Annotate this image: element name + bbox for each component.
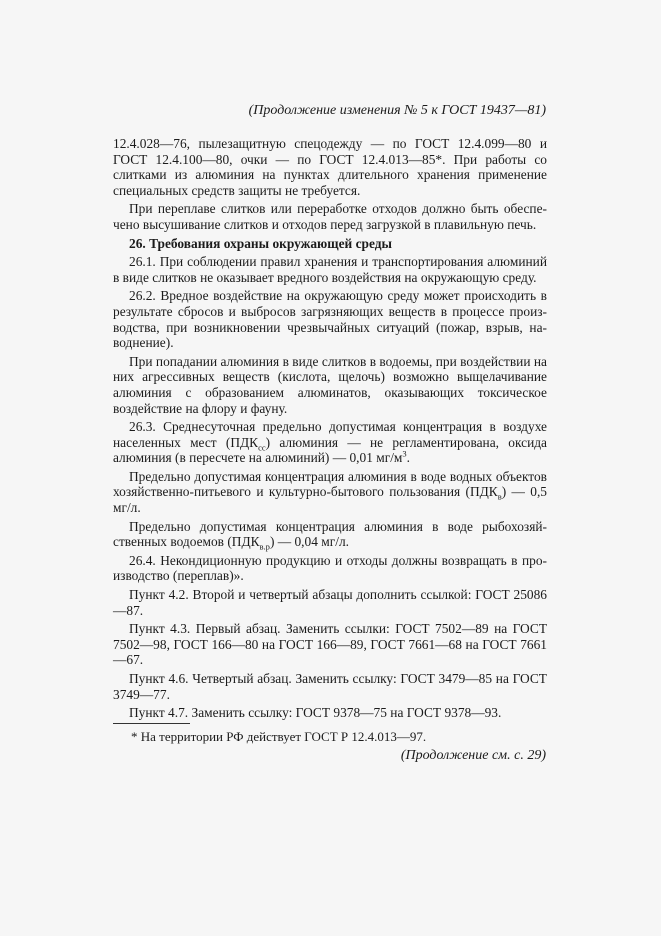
footnote-divider: [113, 723, 190, 724]
paragraph: [113, 519, 547, 550]
paragraph: 12.4.028—76, пылезащитную спецодежду — по ГОСТ 12.4.099—80 и ГОСТ 12.4.100—80, очки — по ГОСТ 12.4.013—85*. При работы со слитками из алюминия на пунктах длительного хранения применение специальных средств защиты не требуется.: [113, 136, 547, 198]
paragraph: При переплаве слитков или переработке отходов должно быть обеспечено высушивание слитков и отходов перед загрузкой в плавильную печь.: [113, 201, 547, 232]
text: ) — 0,5 мг/л.: [113, 484, 547, 516]
text: ) алюминия — не регламентирована, оксида алюминия (в пересчете на алюминий) — 0,01 мг/м: [113, 434, 547, 466]
text: Предельно допустимая концентрация алюминия в воде рыбохозяйственных водоемов (ПДК: [113, 518, 547, 550]
footnote: * На территории РФ действует ГОСТ Р 12.4.013—97.: [131, 729, 427, 744]
superscript: 3: [402, 448, 407, 459]
paragraph: 26.2. Вредное воздействие на окружающую среду может происходить в результате сбросов и выбросов загрязняющих веществ в процессе производства, при возникновении чрезвычайных ситуаций (пожар, взрыв, наводнение).: [113, 288, 547, 351]
text: Предельно допустимая концентрация алюминия в воде водных объектов хозяйственно-питьевого и культурно-бытового пользования (ПДК: [113, 468, 547, 500]
paragraph: Пункт 4.6. Четвертый абзац. Заменить ссылку: ГОСТ 3479—85 на ГОСТ 3749—77.: [113, 671, 547, 702]
paragraph: [113, 419, 547, 466]
continuation-note: (Продолжение см. с. 29): [400, 748, 546, 763]
paragraph: Пункт 4.2. Второй и четвертый абзацы дополнить ссылкой: ГОСТ 25086—87.: [113, 587, 547, 618]
document-body: [113, 136, 547, 724]
paragraph: [113, 469, 547, 516]
paragraph: Пункт 4.7. Заменить ссылку: ГОСТ 9378—75 на ГОСТ 9378—93.: [129, 705, 502, 721]
text: 26.3. Среднесуточная предельно допустимая концентрация в воздухе населенных мест (ПДК: [113, 419, 547, 450]
paragraph: 26.4. Некондиционную продукцию и отходы должны возвращать в производство (переплав)».: [113, 552, 547, 584]
section-heading: 26. Требования охраны окружающей среды: [129, 235, 392, 251]
subscript: в.р: [259, 541, 270, 552]
paragraph: Пункт 4.3. Первый абзац. Заменить ссылки: ГОСТ 7502—89 на ГОСТ 7502—98, ГОСТ 166—80 на ГОСТ 166—89, ГОСТ 7661—68 на ГОСТ 7661—67.: [113, 621, 547, 668]
paragraph: При попадании алюминия в виде слитков в водоемы, при воздействии на них агрессивных веществ (кислота, щелочь) возможно выщелачивание алюминия с образованием алюминатов, оказывающих токсическое воздействие на флору и фауну.: [113, 353, 547, 416]
subscript: сс: [258, 442, 266, 453]
text: ) — 0,04 мг/л.: [269, 534, 349, 550]
text: .: [406, 450, 411, 466]
paragraph: 26.1. При соблюдении правил хранения и транспортирования алюминий в виде слитков не оказывает вредного воздействия на окружающую среду.: [113, 254, 547, 285]
subscript: в: [497, 492, 502, 503]
running-header: (Продолжение изменения № 5 к ГОСТ 19437—81): [248, 103, 546, 118]
